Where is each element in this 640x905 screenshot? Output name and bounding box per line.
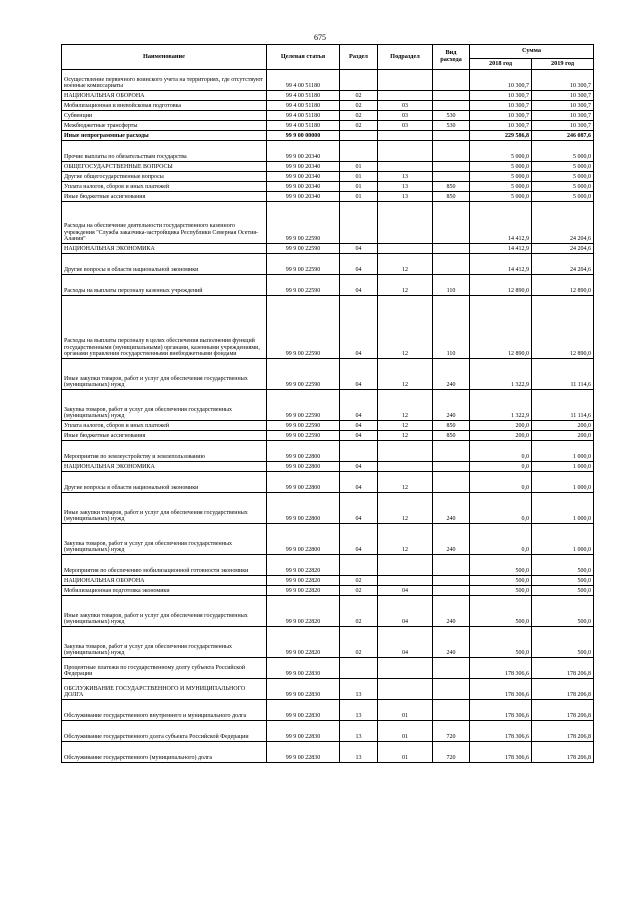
row-name: Иные закупки товаров, работ и услуг для обеспечения государственных (муниципальных) нужд [62,493,267,524]
row-subsection [378,679,433,700]
row-name: НАЦИОНАЛЬНАЯ ОБОРОНА [62,576,267,586]
row-expense-type: 530 [433,121,470,131]
row-sum-2018: 500,0 [470,627,532,658]
row-subsection: 12 [378,524,433,555]
header-target-article: Целевая статья [267,45,340,70]
row-expense-type: 240 [433,390,470,421]
row-sum-2019: 1 000,0 [532,441,594,462]
budget-table [61,44,594,763]
page-number: 675 [314,33,326,42]
row-name: Процентные платежи по государственному долгу субъекта Российской Федерации [62,658,267,679]
row-target-article: 99 9 00 22820 [267,627,340,658]
row-target-article: 99 4 00 51180 [267,121,340,131]
row-subsection: 12 [378,472,433,493]
row-subsection: 01 [378,700,433,721]
row-target-article: 99 9 00 20340 [267,192,340,202]
header-expense-type: Вид расхода [433,45,470,70]
row-sum-2018: 0,0 [470,472,532,493]
row-target-article: 99 9 00 22590 [267,390,340,421]
row-sum-2019: 200,0 [532,431,594,441]
table-row [62,296,594,359]
row-target-article: 99 4 00 51180 [267,101,340,111]
row-target-article: 99 9 00 20340 [267,162,340,172]
row-target-article: 99 9 00 22830 [267,742,340,763]
table-body [62,70,594,763]
row-target-article: 99 4 00 51180 [267,70,340,91]
row-name: Расходы на выплаты персоналу в целях обеспечения выполнения функций государственными (муниципальными) органами, казенными учреждениями, органами управления государственными внебюджетными фондами [62,296,267,359]
row-subsection: 13 [378,192,433,202]
table-row [62,596,594,627]
table-row [62,192,594,202]
table-row [62,679,594,700]
row-target-article: 99 4 00 51180 [267,91,340,101]
row-expense-type [433,254,470,275]
row-sum-2019: 178 206,8 [532,679,594,700]
row-sum-2018: 5 000,0 [470,172,532,182]
row-section [340,141,378,162]
row-section: 04 [340,390,378,421]
row-section: 01 [340,162,378,172]
row-target-article: 99 9 00 22820 [267,555,340,576]
row-sum-2018: 178 306,6 [470,658,532,679]
table-row [62,721,594,742]
row-section: 01 [340,192,378,202]
row-sum-2018: 0,0 [470,462,532,472]
row-name: НАЦИОНАЛЬНАЯ ЭКОНОМИКА [62,244,267,254]
table-row [62,627,594,658]
row-subsection [378,555,433,576]
row-sum-2019: 5 000,0 [532,141,594,162]
row-name: Иные закупки товаров, работ и услуг для обеспечения государственных (муниципальных) нужд [62,596,267,627]
row-sum-2018: 500,0 [470,596,532,627]
header-name: Наименование [62,45,267,70]
row-expense-type: 240 [433,596,470,627]
row-sum-2018: 10 300,7 [470,70,532,91]
row-target-article: 99 9 00 22830 [267,658,340,679]
table-row [62,162,594,172]
row-name: Иные непрограммные расходы [62,131,267,141]
row-target-article: 99 9 00 22800 [267,493,340,524]
row-name: Закупка товаров, работ и услуг для обеспечения государственных (муниципальных) нужд [62,524,267,555]
row-subsection: 12 [378,275,433,296]
row-section: 02 [340,586,378,596]
row-sum-2019: 24 204,6 [532,244,594,254]
row-sum-2019: 5 000,0 [532,182,594,192]
row-expense-type [433,101,470,111]
row-target-article: 99 9 00 22590 [267,275,340,296]
row-subsection: 04 [378,627,433,658]
row-expense-type [433,244,470,254]
row-section: 04 [340,254,378,275]
table-row [62,700,594,721]
row-subsection [378,576,433,586]
row-sum-2019: 11 114,6 [532,390,594,421]
row-name: Прочие выплаты по обязательствам государства [62,141,267,162]
table-row [62,431,594,441]
row-sum-2018: 500,0 [470,555,532,576]
row-name: Уплата налогов, сборов и иных платежей [62,182,267,192]
row-sum-2019: 24 204,6 [532,254,594,275]
row-sum-2018: 200,0 [470,421,532,431]
row-section: 01 [340,182,378,192]
row-expense-type [433,555,470,576]
row-subsection: 01 [378,721,433,742]
row-sum-2018: 178 306,6 [470,679,532,700]
row-section: 02 [340,101,378,111]
row-target-article: 99 9 00 20340 [267,141,340,162]
row-sum-2018: 10 300,7 [470,111,532,121]
row-expense-type [433,141,470,162]
row-name: Мобилизационная подготовка экономики [62,586,267,596]
row-name: Осуществление первичного воинского учета на территориях, где отсутствуют военные комиссариаты [62,70,267,91]
table-row [62,742,594,763]
row-name: Субвенции [62,111,267,121]
table-row [62,472,594,493]
table-row [62,202,594,244]
row-subsection [378,131,433,141]
row-section: 02 [340,91,378,101]
row-sum-2018: 0,0 [470,493,532,524]
row-sum-2019: 178 206,8 [532,721,594,742]
row-subsection: 12 [378,493,433,524]
row-section: 13 [340,742,378,763]
row-section: 02 [340,576,378,586]
row-sum-2019: 500,0 [532,627,594,658]
row-expense-type: 850 [433,192,470,202]
row-expense-type: 240 [433,493,470,524]
row-section [340,555,378,576]
table-row [62,111,594,121]
row-target-article: 99 9 00 22590 [267,254,340,275]
row-section: 01 [340,172,378,182]
row-sum-2019: 178 206,8 [532,742,594,763]
row-target-article: 99 9 00 22830 [267,721,340,742]
header-year-2019: 2019 год [532,59,594,70]
row-sum-2018: 178 306,6 [470,742,532,763]
table-row [62,141,594,162]
row-section: 13 [340,700,378,721]
row-target-article: 99 4 00 51180 [267,111,340,121]
row-sum-2018: 10 300,7 [470,91,532,101]
row-section: 04 [340,421,378,431]
row-expense-type: 530 [433,111,470,121]
row-sum-2018: 229 586,8 [470,131,532,141]
row-subsection: 13 [378,172,433,182]
row-section: 02 [340,627,378,658]
row-sum-2019: 200,0 [532,421,594,431]
row-subsection [378,162,433,172]
row-name: НАЦИОНАЛЬНАЯ ОБОРОНА [62,91,267,101]
header-year-2018: 2018 год [470,59,532,70]
row-target-article: 99 9 00 22820 [267,586,340,596]
row-sum-2019: 500,0 [532,555,594,576]
row-name: Другие общегосударственные вопросы [62,172,267,182]
table-row [62,172,594,182]
row-target-article: 99 9 00 00000 [267,131,340,141]
table-row [62,421,594,431]
row-name: Расходы на обеспечение деятельности государственного казенного учреждения "Служба заказчика-застройщика Республики Северная Осетия-Алания" [62,202,267,244]
row-name: Иные бюджетные ассигнования [62,431,267,441]
row-sum-2019: 10 300,7 [532,70,594,91]
row-sum-2018: 12 890,0 [470,296,532,359]
row-sum-2018: 200,0 [470,431,532,441]
row-section [340,70,378,91]
row-subsection: 12 [378,390,433,421]
row-name: Обслуживание государственного внутреннего и муниципального долга [62,700,267,721]
row-expense-type: 240 [433,627,470,658]
row-name: ОБЩЕГОСУДАРСТВЕННЫЕ ВОПРОСЫ [62,162,267,172]
row-sum-2018: 0,0 [470,524,532,555]
row-name: Другие вопросы в области национальной экономики [62,254,267,275]
table-row [62,254,594,275]
row-sum-2018: 1 322,9 [470,359,532,390]
row-subsection: 12 [378,359,433,390]
table-row [62,493,594,524]
row-sum-2019: 24 204,6 [532,202,594,244]
table-row [62,555,594,576]
row-section: 13 [340,679,378,700]
row-sum-2018: 5 000,0 [470,162,532,172]
row-sum-2019: 1 000,0 [532,462,594,472]
row-expense-type: 850 [433,421,470,431]
row-expense-type: 850 [433,431,470,441]
row-target-article: 99 9 00 22590 [267,244,340,254]
row-sum-2018: 12 890,0 [470,275,532,296]
row-expense-type [433,162,470,172]
row-section: 02 [340,596,378,627]
row-expense-type: 720 [433,721,470,742]
row-subsection: 03 [378,101,433,111]
row-target-article: 99 9 00 20340 [267,182,340,192]
row-sum-2019: 178 206,8 [532,700,594,721]
row-sum-2019: 10 300,7 [532,101,594,111]
table-row [62,91,594,101]
row-target-article: 99 9 00 22800 [267,462,340,472]
row-expense-type: 720 [433,742,470,763]
table-row [62,586,594,596]
row-section: 04 [340,524,378,555]
row-target-article: 99 9 00 22820 [267,576,340,586]
row-section: 02 [340,121,378,131]
row-section: 13 [340,721,378,742]
row-sum-2018: 5 000,0 [470,182,532,192]
table-row [62,390,594,421]
row-expense-type [433,172,470,182]
row-sum-2019: 5 000,0 [532,162,594,172]
row-sum-2018: 0,0 [470,441,532,462]
row-sum-2019: 10 300,7 [532,111,594,121]
row-expense-type [433,576,470,586]
row-expense-type [433,131,470,141]
row-section: 02 [340,111,378,121]
row-sum-2018: 5 000,0 [470,141,532,162]
row-sum-2019: 5 000,0 [532,192,594,202]
row-section: 04 [340,275,378,296]
row-subsection: 03 [378,111,433,121]
row-target-article: 99 9 00 22590 [267,202,340,244]
row-subsection: 12 [378,296,433,359]
row-expense-type: 850 [433,182,470,192]
row-name: Закупка товаров, работ и услуг для обеспечения государственных (муниципальных) нужд [62,390,267,421]
row-sum-2018: 10 300,7 [470,101,532,111]
row-target-article: 99 9 00 22590 [267,431,340,441]
row-sum-2019: 500,0 [532,586,594,596]
row-expense-type: 240 [433,524,470,555]
row-section: 04 [340,493,378,524]
table-row [62,462,594,472]
table-row [62,101,594,111]
row-subsection: 12 [378,254,433,275]
row-expense-type [433,441,470,462]
row-sum-2019: 178 206,8 [532,658,594,679]
row-section: 04 [340,462,378,472]
row-name: Уплата налогов, сборов и иных платежей [62,421,267,431]
row-section [340,131,378,141]
row-subsection [378,244,433,254]
table-row [62,658,594,679]
table-row [62,524,594,555]
row-expense-type [433,586,470,596]
row-subsection [378,462,433,472]
row-expense-type [433,658,470,679]
row-sum-2019: 10 300,7 [532,91,594,101]
table-row [62,182,594,192]
row-section: 04 [340,472,378,493]
row-name: Расходы на выплаты персоналу казенных учреждений [62,275,267,296]
row-name: Закупка товаров, работ и услуг для обеспечения государственных (муниципальных) нужд [62,627,267,658]
row-sum-2019: 12 890,0 [532,296,594,359]
row-subsection: 13 [378,182,433,192]
row-expense-type [433,70,470,91]
row-sum-2018: 500,0 [470,586,532,596]
row-sum-2019: 5 000,0 [532,172,594,182]
row-subsection: 03 [378,121,433,131]
table-row [62,359,594,390]
row-target-article: 99 9 00 22590 [267,421,340,431]
row-target-article: 99 9 00 22820 [267,596,340,627]
row-target-article: 99 9 00 22800 [267,524,340,555]
row-sum-2019: 500,0 [532,576,594,586]
row-subsection [378,70,433,91]
row-sum-2019: 10 300,7 [532,121,594,131]
row-expense-type: 110 [433,296,470,359]
row-name: НАЦИОНАЛЬНАЯ ЭКОНОМИКА [62,462,267,472]
row-target-article: 99 9 00 22590 [267,359,340,390]
row-target-article: 99 9 00 22830 [267,700,340,721]
row-subsection [378,202,433,244]
row-sum-2018: 500,0 [470,576,532,586]
row-section [340,441,378,462]
row-subsection [378,91,433,101]
row-section: 04 [340,431,378,441]
row-sum-2019: 1 000,0 [532,493,594,524]
row-name: Обслуживание государственного долга субъекта Российской Федерации [62,721,267,742]
row-section: 04 [340,296,378,359]
row-name: Другие вопросы в области национальной экономики [62,472,267,493]
row-target-article: 99 9 00 22830 [267,679,340,700]
row-expense-type [433,462,470,472]
row-expense-type: 110 [433,275,470,296]
table-row [62,131,594,141]
row-sum-2018: 14 412,9 [470,202,532,244]
row-subsection: 12 [378,421,433,431]
row-subsection: 04 [378,586,433,596]
row-expense-type [433,472,470,493]
table-row [62,121,594,131]
row-sum-2018: 1 322,9 [470,390,532,421]
row-name: Обслуживание государственного (муниципального) долга [62,742,267,763]
row-target-article: 99 9 00 20340 [267,172,340,182]
row-sum-2019: 246 087,6 [532,131,594,141]
row-section: 04 [340,244,378,254]
table-row [62,275,594,296]
table-row [62,70,594,91]
row-subsection [378,441,433,462]
row-sum-2019: 1 000,0 [532,524,594,555]
row-sum-2019: 12 890,0 [532,275,594,296]
row-section [340,202,378,244]
row-name: Межбюджетные трансферты [62,121,267,131]
row-subsection: 04 [378,596,433,627]
row-expense-type [433,700,470,721]
row-sum-2019: 11 114,6 [532,359,594,390]
row-target-article: 99 9 00 22590 [267,296,340,359]
row-name: Иные бюджетные ассигнования [62,192,267,202]
row-target-article: 99 9 00 22800 [267,472,340,493]
row-name: Мероприятия по землеустройству и землепользованию [62,441,267,462]
header-sum: Сумма [470,45,594,59]
row-target-article: 99 9 00 22800 [267,441,340,462]
row-section: 04 [340,359,378,390]
row-name: Иные закупки товаров, работ и услуг для обеспечения государственных (муниципальных) нужд [62,359,267,390]
row-sum-2018: 10 300,7 [470,121,532,131]
row-subsection [378,658,433,679]
header-subsection: Подраздел [378,45,433,70]
row-expense-type: 240 [433,359,470,390]
table-row [62,244,594,254]
table-row [62,441,594,462]
row-sum-2018: 14 412,9 [470,254,532,275]
row-sum-2018: 5 000,0 [470,192,532,202]
row-expense-type [433,91,470,101]
row-sum-2019: 1 000,0 [532,472,594,493]
row-name: Мобилизационная и вневойсковая подготовка [62,101,267,111]
row-sum-2018: 178 306,6 [470,721,532,742]
row-expense-type [433,202,470,244]
row-sum-2019: 500,0 [532,596,594,627]
row-subsection: 01 [378,742,433,763]
row-subsection [378,141,433,162]
row-subsection: 12 [378,431,433,441]
row-expense-type [433,679,470,700]
row-sum-2018: 14 412,9 [470,244,532,254]
row-name: ОБСЛУЖИВАНИЕ ГОСУДАРСТВЕННОГО И МУНИЦИПАЛЬНОГО ДОЛГА [62,679,267,700]
table-row [62,576,594,586]
header-section: Раздел [340,45,378,70]
row-section [340,658,378,679]
row-name: Мероприятия по обеспечению мобилизационной готовности экономики [62,555,267,576]
row-sum-2018: 178 306,6 [470,700,532,721]
